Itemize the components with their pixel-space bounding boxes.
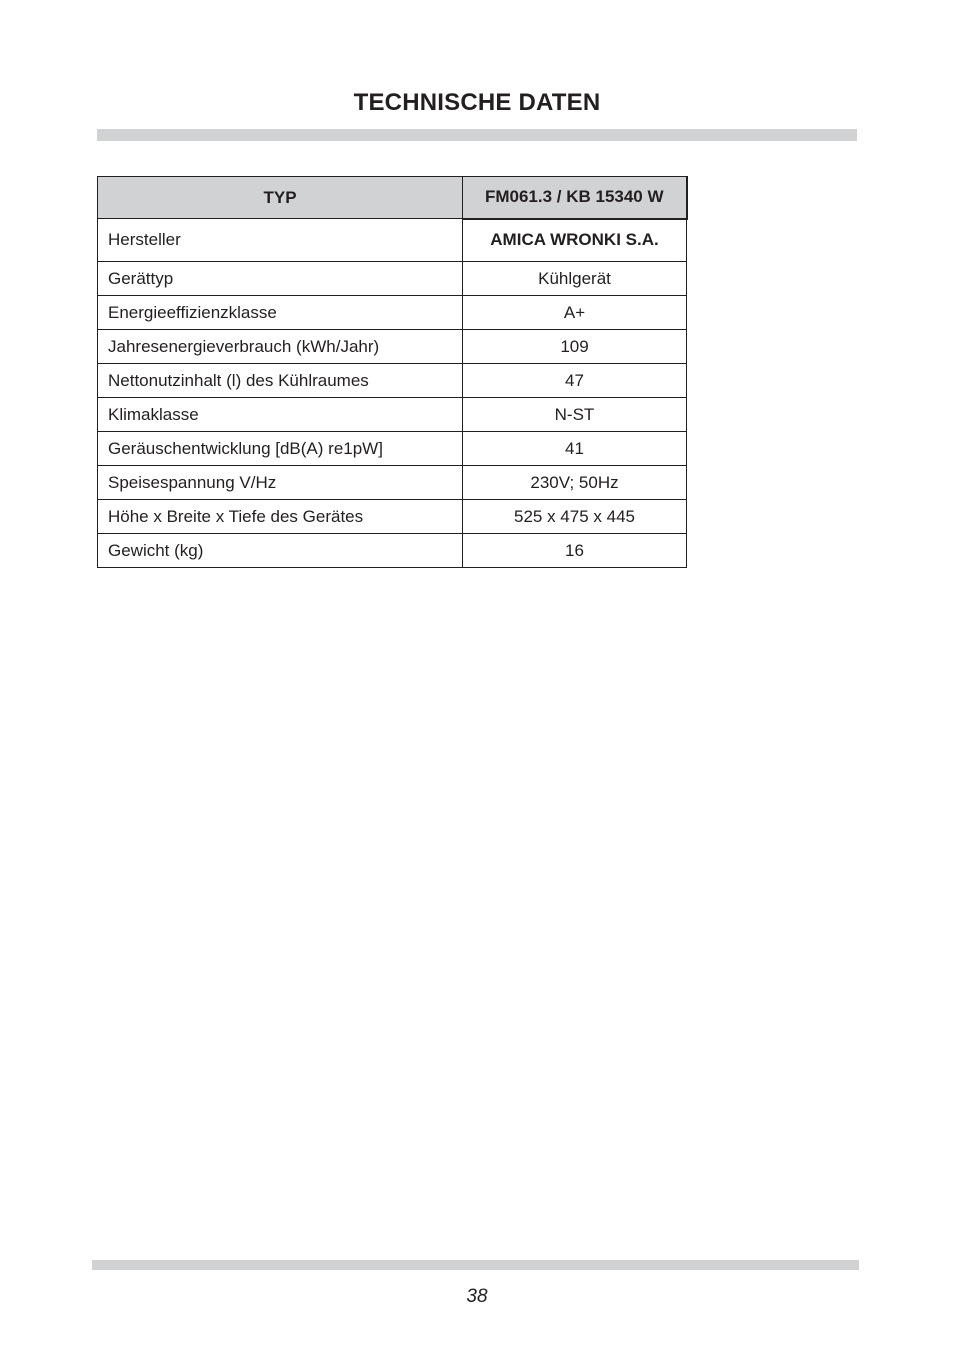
row-label: Jahresenergieverbrauch (kWh/Jahr) bbox=[98, 330, 463, 364]
row-label: Hersteller bbox=[98, 219, 463, 262]
table-row bbox=[98, 500, 687, 534]
row-label: Höhe x Breite x Tiefe des Gerätes bbox=[98, 500, 463, 534]
table-row bbox=[98, 534, 687, 568]
table-row bbox=[98, 364, 687, 398]
row-value: AMICA WRONKI S.A. bbox=[463, 219, 687, 262]
row-value: 230V; 50Hz bbox=[463, 466, 687, 500]
row-label: Gewicht (kg) bbox=[98, 534, 463, 568]
row-label: Energieeffizienzklasse bbox=[98, 296, 463, 330]
page-title: TECHNISCHE DATEN bbox=[353, 89, 601, 116]
spec-table bbox=[97, 176, 688, 568]
page-number: 38 bbox=[466, 1286, 488, 1307]
row-value: Kühlgerät bbox=[463, 262, 687, 296]
table-row bbox=[98, 262, 687, 296]
table-row bbox=[98, 398, 687, 432]
row-value: 109 bbox=[463, 330, 687, 364]
row-label: Speisespannung V/Hz bbox=[98, 466, 463, 500]
row-value: 525 x 475 x 445 bbox=[463, 500, 687, 534]
table-row bbox=[98, 330, 687, 364]
header-type: TYP bbox=[98, 177, 463, 219]
table-row bbox=[98, 466, 687, 500]
row-label: Geräuschentwicklung [dB(A) re1pW] bbox=[98, 432, 463, 466]
row-value: 16 bbox=[463, 534, 687, 568]
table-row bbox=[98, 432, 687, 466]
row-value: N-ST bbox=[463, 398, 687, 432]
table-header-row bbox=[98, 177, 687, 219]
row-label: Klimaklasse bbox=[98, 398, 463, 432]
table-row bbox=[98, 219, 687, 262]
row-label: Gerättyp bbox=[98, 262, 463, 296]
row-value: 41 bbox=[463, 432, 687, 466]
row-value: A+ bbox=[463, 296, 687, 330]
table-row bbox=[98, 296, 687, 330]
top-rule bbox=[97, 129, 857, 141]
row-label: Nettonutzinhalt (l) des Kühlraumes bbox=[98, 364, 463, 398]
header-model: FM061.3 / KB 15340 W bbox=[463, 177, 687, 219]
row-value: 47 bbox=[463, 364, 687, 398]
bottom-rule bbox=[92, 1260, 859, 1270]
